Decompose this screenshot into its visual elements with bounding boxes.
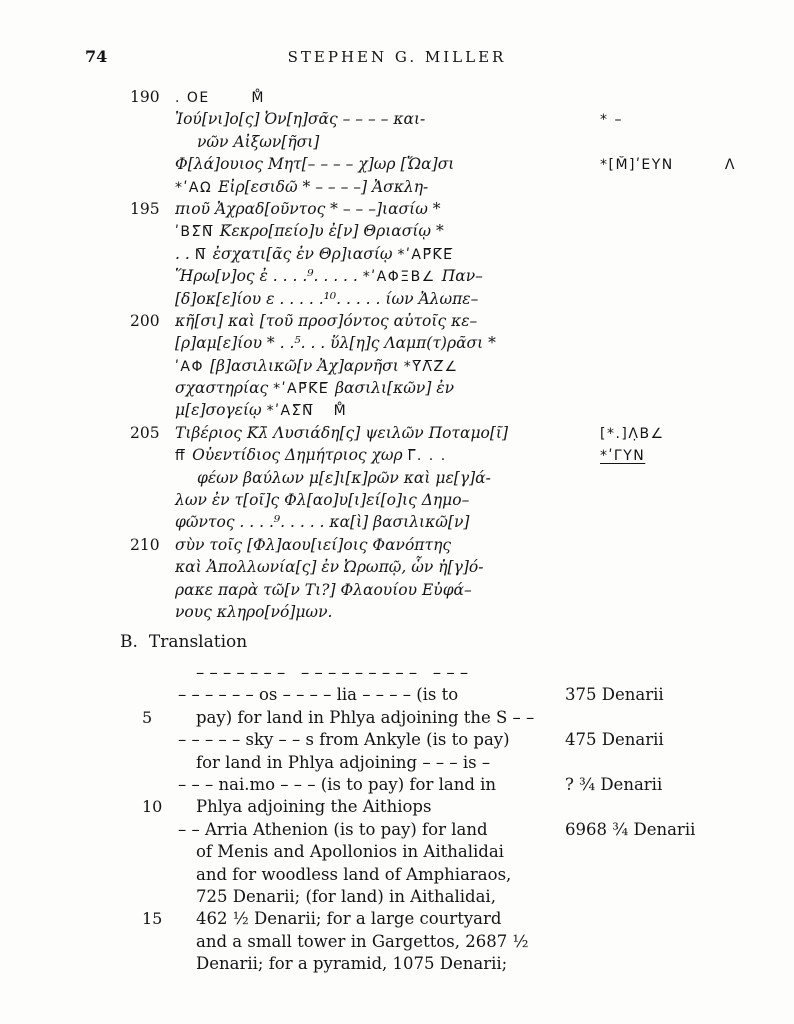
margin-note-cell	[575, 112, 778, 128]
transcription-line	[128, 379, 778, 401]
translation-line	[128, 730, 778, 752]
greek-text	[175, 469, 575, 487]
greek-segment: Κ̄εκρο[πείο]υ ἐ[ν] Θριασίῳ *	[219, 222, 444, 241]
margin-note-cell	[575, 448, 778, 464]
greek-segment: . .	[175, 244, 195, 263]
transcription-line	[128, 513, 778, 535]
margin-note-extra: Λ	[724, 157, 736, 174]
epigraphic-caps-segment: ʹΒΣ̅Ν̅	[175, 224, 220, 241]
transcription-line	[128, 222, 778, 244]
translation-heading	[120, 632, 247, 652]
greek-text	[175, 88, 575, 106]
greek-text	[175, 155, 575, 173]
epigraphic-caps-segment: M̊	[251, 90, 266, 106]
greek-segment: Εἰρ[εσιδῶ * – – – –] Ἀσκλη-	[218, 177, 429, 196]
greek-text	[175, 290, 575, 308]
translation-line	[128, 865, 778, 887]
greek-segment: Ἥρω[ν]ος ἐ . . . .⁹. . . . .	[175, 267, 363, 286]
greek-segment: μ[ε]σογείῳ	[175, 401, 267, 420]
epigraphic-caps-segment: Ν̅	[194, 246, 213, 263]
translation-line	[128, 820, 778, 842]
translation-line	[128, 797, 778, 819]
epigraphic-caps-segment: *ʹΑΡ̅Κ̅Ε̅	[273, 381, 336, 398]
transcription-line	[128, 200, 778, 222]
greek-text	[175, 536, 575, 554]
greek-text	[175, 379, 575, 397]
transcription-line	[128, 424, 778, 446]
translation-line	[128, 685, 778, 707]
margin-note-cell	[575, 426, 778, 442]
transcription-line	[128, 178, 778, 200]
greek-segment: ἐσχατι[ᾶς ἐν Θρ]ιασίῳ	[212, 244, 398, 263]
greek-text	[175, 222, 575, 240]
transcription-line	[128, 446, 778, 468]
epigraphic-caps-segment: *ʹΑΡ̅Κ̅Ε̅	[397, 246, 454, 263]
greek-segment: φέων βαύλων μ[ε]ι[κ]ρῶν καὶ με[γ]ά-	[197, 468, 491, 487]
denarii-amount: 375 Denarii	[565, 685, 664, 705]
translation-text: – – – – – sky – – s from Ankyle (is to pay)	[178, 730, 510, 750]
transcription-line	[128, 536, 778, 558]
greek-text	[175, 245, 575, 263]
epigraphic-caps-segment: Γ̅. . .	[407, 448, 447, 465]
line-number: 10	[142, 797, 163, 817]
transcription-line	[128, 469, 778, 491]
line-number: 210	[130, 535, 160, 554]
greek-text	[175, 334, 575, 352]
translation-heading-title: Translation	[148, 632, 248, 652]
greek-text	[175, 312, 575, 330]
greek-segment: φῶντος . . . .⁹. . . . . κα[ὶ] βασιλικῶ[ν]	[175, 513, 470, 532]
transcription-block	[128, 88, 778, 625]
translation-line	[128, 663, 778, 685]
translation-text: – – – nai.mo – – – (is to pay) for land in	[178, 774, 497, 794]
greek-text	[175, 446, 575, 464]
transcription-line	[128, 357, 778, 379]
greek-text	[175, 401, 575, 419]
greek-text	[175, 110, 575, 128]
translation-line	[128, 954, 778, 976]
greek-segment: βασιλι[κῶν] ἐν	[335, 379, 455, 398]
transcription-line	[128, 491, 778, 513]
translation-text: 462 ½ Denarii; for a large courtyard	[196, 909, 502, 929]
greek-text	[175, 424, 575, 442]
translation-line	[128, 775, 778, 797]
transcription-line	[128, 245, 778, 267]
translation-line	[128, 909, 778, 931]
greek-segment: νῶν Αἰξων[ῆσι]	[197, 132, 320, 151]
translation-text: – – Arria Athenion (is to pay) for land	[178, 819, 488, 839]
translation-text: of Menis and Apollonios in Aithalidai	[196, 842, 504, 862]
transcription-line	[128, 133, 778, 155]
translation-heading-label: B.	[120, 632, 138, 652]
line-number: 190	[130, 88, 160, 106]
line-number: 5	[142, 707, 153, 727]
translation-line	[128, 932, 778, 954]
translation-text: Denarii; for a pyramid, 1075 Denarii;	[196, 954, 508, 974]
greek-segment: Τιβέριος Κ̄λ̄ Λυσιάδη[ς] ψειλῶν Ποταμο[ῖ]	[175, 423, 509, 442]
greek-text	[175, 200, 575, 218]
greek-text	[175, 491, 575, 509]
translation-text: and a small tower in Gargettos, 2687 ½	[196, 931, 529, 951]
line-number: 15	[142, 909, 163, 929]
translation-text: – – – – – – – – – – – – – – – – – – –	[196, 663, 469, 682]
epigraphic-caps-segment: *ʹΑΦΞΒ∠	[362, 269, 442, 286]
epigraphic-caps-segment: *ʹΑΣ̅Ν̅	[266, 403, 314, 420]
transcription-line	[128, 401, 778, 423]
greek-segment: Φ[λά]ουιος Μητ[– – – – χ]ωρ [Ὤα]σι	[175, 155, 455, 174]
epigraphic-caps-segment: . ΟΕ	[175, 90, 210, 106]
greek-segment: ρακε παρὰ τῶ[ν Τι?] Φλαουίου Εὐφά–	[175, 580, 472, 599]
transcription-line	[128, 334, 778, 356]
epigraphic-caps-segment: M̊	[333, 403, 348, 420]
greek-segment: κῆ[σι] καὶ [τοῦ προσ]όντος αὐτοῖς κε–	[175, 311, 478, 330]
greek-segment: λων ἐν τ[οῖ]ς Φλ[αο]υ[ι]εί[ο]ις Δημο–	[175, 491, 470, 510]
translation-block	[128, 663, 778, 976]
line-number: 200	[130, 311, 160, 330]
translation-text: – – – – – – os – – – – lia – – – – (is to	[178, 685, 459, 705]
translation-line	[128, 753, 778, 775]
translation-text: 725 Denarii; (for land) in Aithalidai,	[196, 886, 496, 906]
greek-segment: [δ]οκ[ε]ίου ε . . . . .¹⁰. . . . . ίων Ἀλωπε–	[175, 289, 479, 308]
translation-line	[128, 842, 778, 864]
greek-segment	[314, 401, 334, 419]
translation-line	[128, 887, 778, 909]
greek-segment: Οὐεντίδιος Δημήτριος χωρ	[192, 446, 408, 465]
greek-segment: καὶ Ἀπολλωνία[ς] ἐν Ὠρωπῷ, ὧν ἠ[γ]ό-	[175, 558, 484, 577]
translation-text: for land in Phlya adjoining – – – is –	[196, 752, 491, 772]
translation-line	[128, 708, 778, 730]
epigraphic-caps-segment: *Υ̅Λ̅Ζ̅∠	[403, 358, 459, 375]
greek-text	[175, 603, 575, 621]
transcription-line	[128, 88, 778, 110]
transcription-line	[128, 155, 778, 177]
margin-note: *ʹΓΥΝ	[600, 448, 646, 465]
transcription-line	[128, 603, 778, 625]
translation-text: Phlya adjoining the Aithiops	[196, 797, 432, 817]
greek-text	[175, 133, 575, 151]
greek-segment: Π̄αν–	[441, 267, 483, 286]
translation-text: pay) for land in Phlya adjoining the S – –	[196, 707, 535, 727]
greek-text	[175, 581, 575, 599]
transcription-line	[128, 581, 778, 603]
running-head: STEPHEN G. MILLER	[287, 48, 507, 66]
margin-note-cell	[575, 157, 778, 173]
greek-text	[175, 178, 575, 196]
transcription-line	[128, 312, 778, 334]
greek-segment: πιοῦ Ἀχραδ[οῦντος * – – –]ιασίω *	[175, 199, 441, 218]
translation-text: and for woodless land of Amphiaraos,	[196, 864, 512, 884]
line-number: 205	[130, 423, 160, 442]
epigraphic-caps-segment: ﬀ̅	[175, 448, 193, 465]
transcription-line	[128, 267, 778, 289]
margin-note: *[M̆]ʹΕΥΝ	[600, 157, 674, 174]
greek-segment: [ρ]αμ[ε]ίου * . .⁵. . . ὕλ[η]ς Λαμπ(τ)ρᾶσι *	[175, 334, 496, 353]
denarii-amount: ? ¾ Denarii	[565, 774, 663, 794]
greek-segment: Ἰού[νι]ο[ς] Ὀν[η]σᾶς – – – – και-	[175, 110, 426, 129]
greek-text	[175, 513, 575, 531]
greek-segment: σχαστηρίας	[175, 379, 274, 398]
greek-text	[175, 357, 575, 375]
epigraphic-caps-segment: *ʹΑΩ	[175, 179, 219, 196]
greek-segment: νους κληρο[νό]μων.	[175, 602, 333, 621]
margin-note: [*.]Λ̣Β∠	[600, 425, 665, 442]
epigraphic-caps-segment: ʹΑΦ	[175, 358, 210, 375]
greek-segment: [β]ασιλικῶ[ν Ἀχ]αρνῆσι	[209, 356, 404, 375]
greek-segment: σὺν τοῖς [Φλ]αου[ιεί]οις Φανόπτης	[175, 535, 452, 554]
page-number: 74	[85, 47, 108, 66]
denarii-amount: 475 Denarii	[565, 730, 664, 750]
line-number: 195	[130, 199, 160, 218]
transcription-line	[128, 110, 778, 132]
denarii-amount: 6968 ¾ Denarii	[565, 819, 696, 839]
greek-text	[175, 267, 575, 285]
margin-note: * –	[600, 112, 623, 129]
transcription-line	[128, 558, 778, 580]
transcription-line	[128, 290, 778, 312]
greek-text	[175, 558, 575, 576]
epigraphic-caps-segment	[210, 90, 252, 106]
